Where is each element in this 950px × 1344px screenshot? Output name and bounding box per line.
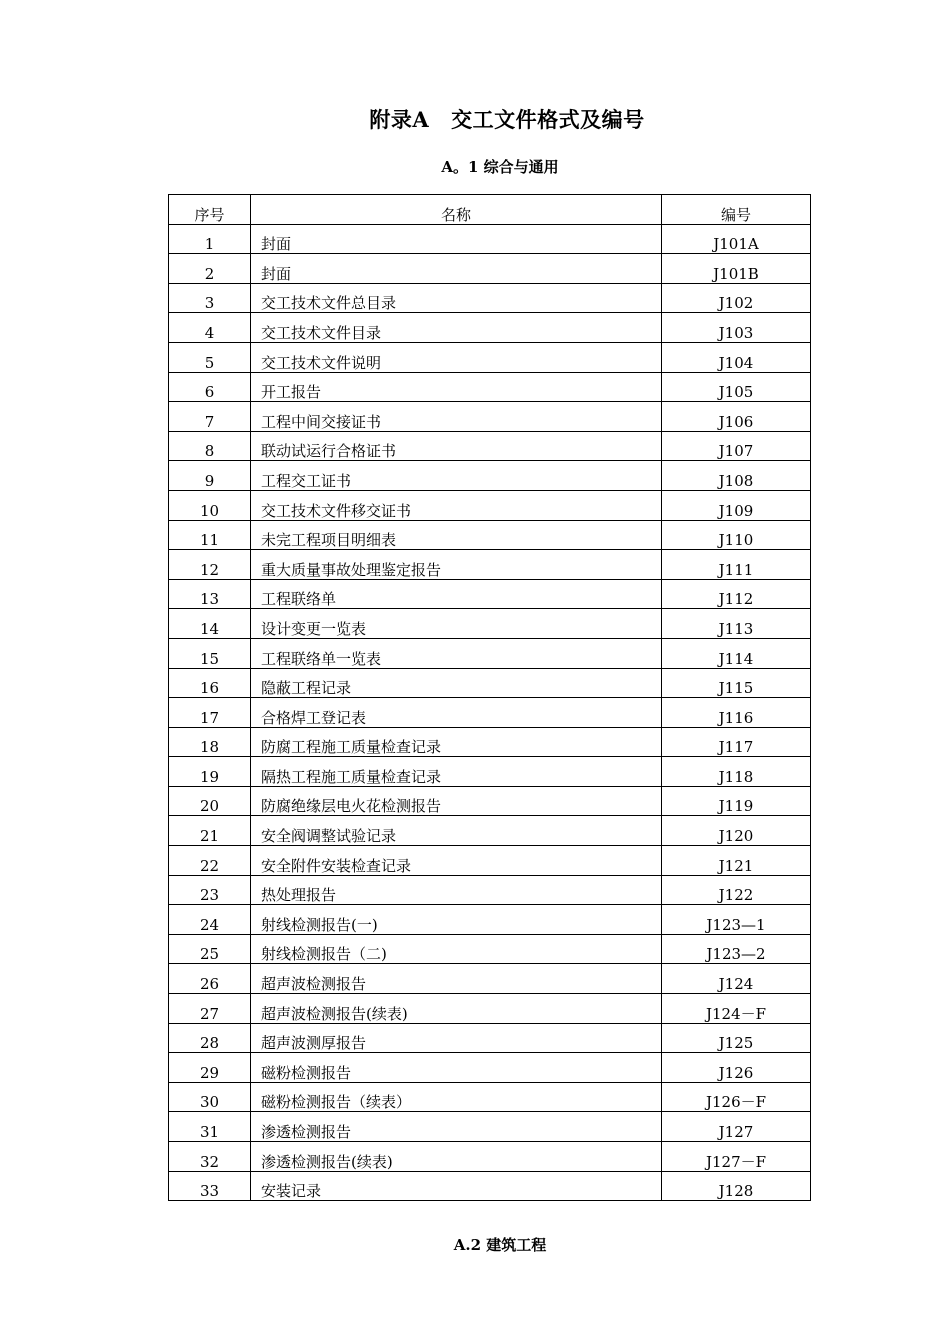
row-index: 33	[169, 1171, 251, 1201]
row-name: 超声波检测报告(续表)	[251, 994, 662, 1024]
table-row	[169, 342, 811, 372]
row-code: J120	[662, 816, 811, 846]
row-index: 28	[169, 1023, 251, 1053]
row-code: J101A	[662, 224, 811, 254]
row-code: J124－F	[662, 994, 811, 1024]
row-name: 渗透检测报告(续表)	[251, 1142, 662, 1172]
row-code: J114	[662, 638, 811, 668]
row-name: 防腐绝缘层电火花检测报告	[251, 786, 662, 816]
table-row	[169, 964, 811, 994]
table-row	[169, 638, 811, 668]
row-name: 封面	[251, 224, 662, 254]
row-name: 未完工程项目明细表	[251, 520, 662, 550]
row-name: 超声波检测报告	[251, 964, 662, 994]
row-index: 29	[169, 1053, 251, 1083]
table-row	[169, 609, 811, 639]
row-name: 合格焊工登记表	[251, 698, 662, 728]
row-name: 热处理报告	[251, 875, 662, 905]
table-row	[169, 727, 811, 757]
row-name: 射线检测报告（二)	[251, 934, 662, 964]
row-name: 超声波测厚报告	[251, 1023, 662, 1053]
row-index: 30	[169, 1082, 251, 1112]
row-index: 2	[169, 254, 251, 284]
row-index: 31	[169, 1112, 251, 1142]
row-index: 32	[169, 1142, 251, 1172]
header-code: 编号	[662, 195, 811, 225]
row-name: 重大质量事故处理鉴定报告	[251, 550, 662, 580]
row-name: 联动试运行合格证书	[251, 431, 662, 461]
table-row	[169, 431, 811, 461]
table-row	[169, 1082, 811, 1112]
row-name: 工程联络单一览表	[251, 638, 662, 668]
row-name: 交工技术文件移交证书	[251, 490, 662, 520]
row-name: 安全附件安装检查记录	[251, 846, 662, 876]
row-code: J108	[662, 461, 811, 491]
row-code: J124	[662, 964, 811, 994]
table-row	[169, 550, 811, 580]
table-row	[169, 905, 811, 935]
row-code: J103	[662, 313, 811, 343]
table-row	[169, 402, 811, 432]
row-code: J125	[662, 1023, 811, 1053]
row-index: 26	[169, 964, 251, 994]
row-code: J122	[662, 875, 811, 905]
row-code: J127	[662, 1112, 811, 1142]
row-code: J102	[662, 283, 811, 313]
row-index: 24	[169, 905, 251, 935]
table-row	[169, 816, 811, 846]
row-index: 22	[169, 846, 251, 876]
row-name: 隐蔽工程记录	[251, 668, 662, 698]
row-index: 18	[169, 727, 251, 757]
row-index: 9	[169, 461, 251, 491]
row-index: 12	[169, 550, 251, 580]
table-row	[169, 1053, 811, 1083]
table-row	[169, 934, 811, 964]
row-index: 17	[169, 698, 251, 728]
row-code: J123—1	[662, 905, 811, 935]
table-row	[169, 1112, 811, 1142]
row-code: J126－F	[662, 1082, 811, 1112]
header-index: 序号	[169, 195, 251, 225]
title-appendix: 附录A	[369, 107, 430, 132]
row-name: 安装记录	[251, 1171, 662, 1201]
row-index: 21	[169, 816, 251, 846]
row-index: 5	[169, 342, 251, 372]
row-name: 安全阀调整试验记录	[251, 816, 662, 846]
row-name: 交工技术文件说明	[251, 342, 662, 372]
row-index: 19	[169, 757, 251, 787]
row-code: J115	[662, 668, 811, 698]
row-code: J123—2	[662, 934, 811, 964]
row-code: J128	[662, 1171, 811, 1201]
row-name: 射线检测报告(一)	[251, 905, 662, 935]
header-name: 名称	[251, 195, 662, 225]
row-index: 10	[169, 490, 251, 520]
row-name: 磁粉检测报告	[251, 1053, 662, 1083]
table-header-row	[169, 195, 811, 225]
row-index: 15	[169, 638, 251, 668]
row-name: 磁粉检测报告（续表）	[251, 1082, 662, 1112]
row-code: J111	[662, 550, 811, 580]
table-row	[169, 698, 811, 728]
table-row	[169, 283, 811, 313]
row-name: 防腐工程施工质量检查记录	[251, 727, 662, 757]
row-code: J119	[662, 786, 811, 816]
row-code: J113	[662, 609, 811, 639]
row-index: 8	[169, 431, 251, 461]
page-title	[0, 104, 950, 134]
row-name: 交工技术文件总目录	[251, 283, 662, 313]
row-name: 工程中间交接证书	[251, 402, 662, 432]
table-row	[169, 757, 811, 787]
table-row	[169, 461, 811, 491]
row-name: 工程联络单	[251, 579, 662, 609]
row-index: 11	[169, 520, 251, 550]
row-index: 3	[169, 283, 251, 313]
row-code: J116	[662, 698, 811, 728]
row-code: J106	[662, 402, 811, 432]
table-row	[169, 1142, 811, 1172]
row-index: 7	[169, 402, 251, 432]
table-row	[169, 490, 811, 520]
row-code: J105	[662, 372, 811, 402]
table-row	[169, 846, 811, 876]
row-code: J109	[662, 490, 811, 520]
table-row	[169, 668, 811, 698]
table-row	[169, 875, 811, 905]
row-code: J117	[662, 727, 811, 757]
row-index: 4	[169, 313, 251, 343]
title-text: 交工文件格式及编号	[451, 107, 645, 132]
row-name: 设计变更一览表	[251, 609, 662, 639]
row-code: J118	[662, 757, 811, 787]
table-row	[169, 786, 811, 816]
row-code: J112	[662, 579, 811, 609]
row-code: J127－F	[662, 1142, 811, 1172]
row-index: 16	[169, 668, 251, 698]
section-title-a1: A。1 综合与通用	[441, 158, 559, 176]
row-code: J126	[662, 1053, 811, 1083]
row-name: 开工报告	[251, 372, 662, 402]
table-row	[169, 372, 811, 402]
row-code: J104	[662, 342, 811, 372]
row-code: J121	[662, 846, 811, 876]
row-index: 6	[169, 372, 251, 402]
row-index: 25	[169, 934, 251, 964]
row-index: 27	[169, 994, 251, 1024]
row-code: J110	[662, 520, 811, 550]
row-name: 交工技术文件目录	[251, 313, 662, 343]
table-row	[169, 1171, 811, 1201]
row-name: 封面	[251, 254, 662, 284]
table-row	[169, 520, 811, 550]
row-name: 隔热工程施工质量检查记录	[251, 757, 662, 787]
row-name: 渗透检测报告	[251, 1112, 662, 1142]
table-row	[169, 994, 811, 1024]
row-index: 20	[169, 786, 251, 816]
row-code: J107	[662, 431, 811, 461]
section-title-a2: A.2 建筑工程	[453, 1236, 547, 1254]
row-index: 14	[169, 609, 251, 639]
table-row	[169, 313, 811, 343]
document-table	[168, 194, 811, 1201]
row-index: 1	[169, 224, 251, 254]
row-code: J101B	[662, 254, 811, 284]
table-row	[169, 1023, 811, 1053]
row-index: 13	[169, 579, 251, 609]
table-row	[169, 579, 811, 609]
table-row	[169, 254, 811, 284]
table-row	[169, 224, 811, 254]
row-index: 23	[169, 875, 251, 905]
row-name: 工程交工证书	[251, 461, 662, 491]
